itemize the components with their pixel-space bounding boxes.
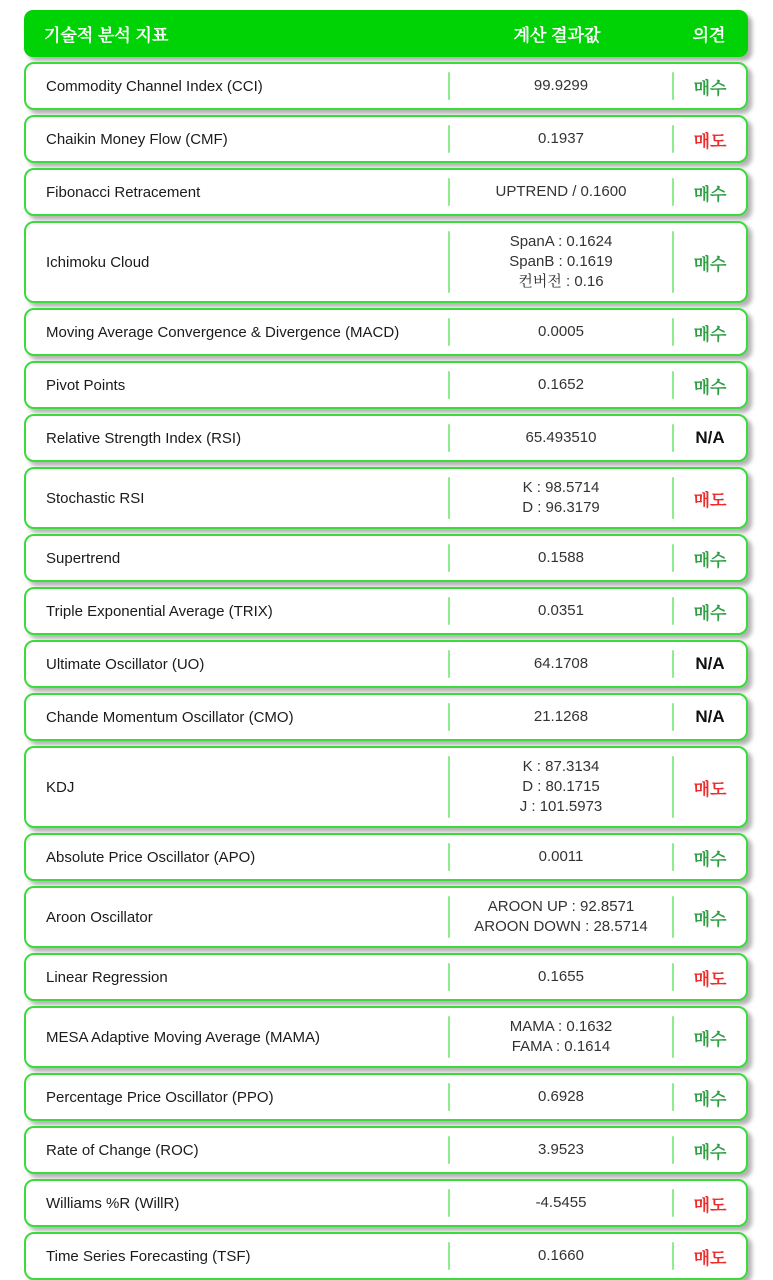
indicator-row (24, 467, 748, 529)
indicator-row (24, 833, 748, 881)
indicator-name: Aroon Oscillator (46, 908, 153, 926)
indicator-value (450, 955, 672, 999)
indicator-value (450, 536, 672, 580)
indicator-value (450, 888, 672, 946)
value-line: UPTREND / 0.1600 (495, 183, 627, 200)
value-line: 21.1268 (533, 708, 589, 725)
value-line: 0.1660 (538, 1247, 584, 1264)
opinion-badge: 매수 (693, 324, 727, 344)
header-opinion-label: 의견 (692, 26, 726, 45)
indicator-name: Triple Exponential Average (TRIX) (46, 602, 273, 620)
value-line: 65.493510 (525, 429, 597, 446)
value-line: K : 87.3134 (522, 758, 600, 775)
value-line: 64.1708 (533, 655, 589, 672)
indicator-value (450, 64, 672, 108)
opinion-badge: 매수 (693, 603, 727, 623)
opinion-badge: N/A (695, 654, 725, 673)
opinion-badge: N/A (695, 707, 725, 726)
indicator-name: Moving Average Convergence & Divergence (MACD) (46, 323, 400, 341)
value-line: FAMA : 0.1614 (511, 1038, 611, 1055)
opinion-badge: N/A (695, 428, 725, 447)
indicator-row (24, 414, 748, 462)
indicator-value (450, 589, 672, 633)
indicator-name: Fibonacci Retracement (46, 183, 201, 201)
opinion-badge: 매도 (693, 969, 727, 989)
opinion-badge: 매수 (693, 1142, 727, 1162)
indicator-value (450, 1008, 672, 1066)
opinion-badge: 매도 (693, 779, 727, 799)
value-line: 0.1588 (538, 549, 584, 566)
indicator-name: Time Series Forecasting (TSF) (46, 1247, 251, 1265)
indicator-name: KDJ (46, 778, 75, 796)
indicator-name: Absolute Price Oscillator (APO) (46, 848, 256, 866)
opinion-badge: 매도 (693, 1248, 727, 1268)
value-line: AROON UP : 92.8571 (487, 898, 635, 915)
value-line: 0.0351 (538, 602, 584, 619)
indicator-name: Chande Momentum Oscillator (CMO) (46, 708, 294, 726)
indicator-value (450, 117, 672, 161)
opinion-badge: 매수 (693, 849, 727, 869)
opinion-badge: 매수 (693, 184, 727, 204)
technical-analysis-table (24, 10, 748, 1280)
value-line: SpanA : 0.1624 (509, 233, 613, 250)
indicator-value (450, 469, 672, 527)
opinion-badge: 매수 (693, 550, 727, 570)
indicator-row (24, 693, 748, 741)
indicator-row (24, 587, 748, 635)
header-indicator-label: 기술적 분석 지표 (44, 26, 169, 45)
value-line: D : 80.1715 (522, 778, 600, 795)
indicator-row (24, 886, 748, 948)
indicator-row (24, 115, 748, 163)
value-line: -4.5455 (535, 1194, 587, 1211)
opinion-badge: 매수 (693, 377, 727, 397)
value-line: 0.1937 (538, 130, 584, 147)
opinion-badge: 매수 (693, 1089, 727, 1109)
indicator-row (24, 953, 748, 1001)
indicator-value (450, 363, 672, 407)
indicator-name: Commodity Channel Index (CCI) (46, 77, 263, 95)
indicator-row (24, 62, 748, 110)
indicator-name: Supertrend (46, 549, 121, 567)
value-line: J : 101.5973 (519, 798, 603, 815)
indicator-row (24, 308, 748, 356)
value-line: D : 96.3179 (522, 499, 600, 516)
indicator-name: Williams %R (WillR) (46, 1194, 180, 1212)
opinion-badge: 매수 (693, 254, 727, 274)
indicator-row (24, 361, 748, 409)
table-header (24, 10, 748, 57)
indicator-name: Ichimoku Cloud (46, 253, 150, 271)
indicator-row (24, 534, 748, 582)
indicator-name: Relative Strength Index (RSI) (46, 429, 242, 447)
indicator-name: Percentage Price Oscillator (PPO) (46, 1088, 274, 1106)
value-line: 3.9523 (538, 1141, 584, 1158)
indicator-value (450, 1128, 672, 1172)
indicator-value (450, 642, 672, 686)
value-line: 99.9299 (533, 77, 589, 94)
indicator-value (450, 416, 672, 460)
indicator-name: Chaikin Money Flow (CMF) (46, 130, 228, 148)
opinion-badge: 매수 (693, 1029, 727, 1049)
opinion-badge: 매도 (693, 490, 727, 510)
indicator-value (450, 223, 672, 301)
indicator-name: Pivot Points (46, 376, 126, 394)
indicator-value (450, 170, 672, 214)
indicator-name: MESA Adaptive Moving Average (MAMA) (46, 1028, 321, 1046)
value-line: MAMA : 0.1632 (509, 1018, 613, 1035)
value-line: 컨버전 : 0.16 (518, 273, 604, 290)
value-line: SpanB : 0.1619 (509, 253, 613, 270)
opinion-badge: 매도 (693, 131, 727, 151)
value-line: 0.0011 (538, 848, 584, 865)
indicator-table-body (24, 62, 748, 1280)
value-line: K : 98.5714 (522, 479, 600, 496)
value-line: 0.0005 (538, 323, 584, 340)
indicator-row (24, 1126, 748, 1174)
indicator-value (450, 1075, 672, 1119)
indicator-row (24, 640, 748, 688)
indicator-value (450, 310, 672, 354)
indicator-row (24, 168, 748, 216)
indicator-row (24, 1232, 748, 1280)
indicator-value (450, 835, 672, 879)
value-line: AROON DOWN : 28.5714 (474, 918, 648, 935)
indicator-row (24, 1179, 748, 1227)
value-line: 0.1655 (538, 968, 584, 985)
indicator-row (24, 1073, 748, 1121)
indicator-name: Linear Regression (46, 968, 168, 986)
indicator-name: Rate of Change (ROC) (46, 1141, 199, 1159)
indicator-name: Ultimate Oscillator (UO) (46, 655, 205, 673)
opinion-badge: 매수 (693, 909, 727, 929)
indicator-value (450, 1234, 672, 1278)
indicator-name: Stochastic RSI (46, 489, 145, 507)
indicator-value (450, 748, 672, 826)
indicator-value (450, 1181, 672, 1225)
indicator-value (450, 695, 672, 739)
opinion-badge: 매수 (693, 78, 727, 98)
indicator-row (24, 221, 748, 303)
indicator-row (24, 746, 748, 828)
header-value-label: 계산 결과값 (513, 26, 601, 45)
opinion-badge: 매도 (693, 1195, 727, 1215)
value-line: 0.6928 (538, 1088, 584, 1105)
indicator-row (24, 1006, 748, 1068)
value-line: 0.1652 (538, 376, 584, 393)
